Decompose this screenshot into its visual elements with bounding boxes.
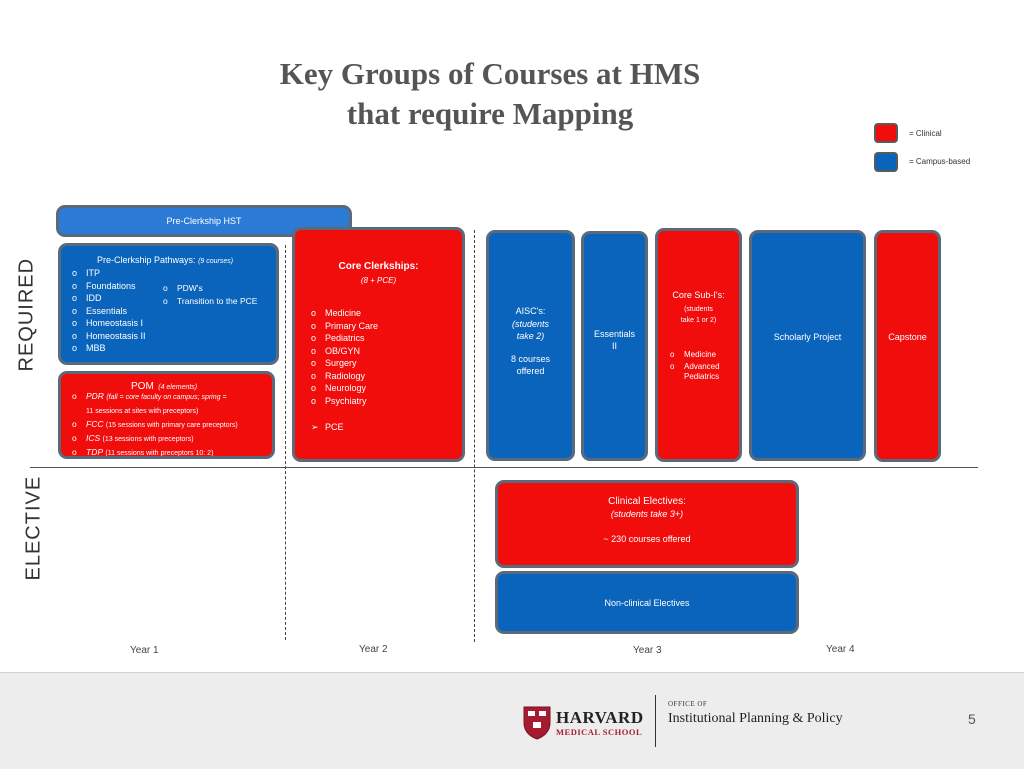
core-sub-i-list <box>670 349 720 372</box>
pathway-item: o Essentials <box>72 305 146 318</box>
pdw-item: o Transition to the PCE <box>163 295 257 308</box>
legend-clinical-swatch <box>874 123 898 143</box>
pdw-item: o PDW's <box>163 282 257 295</box>
sub-i-item-cont: Pediatrics <box>684 372 720 381</box>
title-line-2: that require Mapping <box>346 96 634 131</box>
harvard-wordmark: HARVARD <box>556 708 644 727</box>
pom-item-detail: 11 sessions at sites with preceptors) <box>86 408 199 415</box>
aisc-note: take 2) <box>516 331 545 342</box>
nonclinical-electives-label: Non-clinical Electives <box>604 597 690 608</box>
pce-item: ➢ PCE <box>311 421 344 434</box>
clinical-electives-note: (students take 3+) <box>610 508 684 519</box>
aisc-box <box>486 230 575 461</box>
year1-year2-divider <box>285 245 286 640</box>
core-clerkships-box <box>292 227 465 462</box>
clinical-electives-box <box>495 480 799 568</box>
pathway-item: o Homeostasis I <box>72 317 146 330</box>
legend-campus-label: = Campus-based <box>909 157 971 166</box>
clinical-electives-title: Clinical Electives: <box>608 495 686 507</box>
pom-item-detail: (15 sessions with primary care preceptors) <box>105 422 238 429</box>
year-label: Year 1 <box>130 645 159 656</box>
scholarly-project-box <box>749 230 866 461</box>
pom-item <box>72 418 238 432</box>
pom-item-name: TDP <box>86 447 103 457</box>
core-sub-i-note: (students <box>684 306 713 313</box>
pathway-item: o IDD <box>72 292 146 305</box>
year-label: Year 4 <box>826 644 855 655</box>
pathways-title: Pre-Clerkship Pathways: <box>97 255 196 265</box>
pom-item-detail: (13 sessions with preceptors) <box>102 436 194 443</box>
aisc-count: 8 courses <box>510 353 551 364</box>
slide-title <box>240 54 740 134</box>
year-label: Year 3 <box>633 645 662 656</box>
pom-item <box>72 390 238 418</box>
nonclinical-electives-box <box>495 571 799 634</box>
pre-clerkship-hst-label: Pre-Clerkship HST <box>166 216 242 226</box>
legend-clinical-label: = Clinical <box>909 129 942 138</box>
sub-i-item: o Advanced <box>670 361 720 373</box>
pre-clerkship-pathways-box <box>58 243 279 365</box>
pom-note: (4 elements) <box>158 384 198 391</box>
page-number: 5 <box>968 711 976 727</box>
elective-label: ELECTIVE <box>22 475 45 581</box>
aisc-title: AISC's: <box>515 306 546 317</box>
harvard-shield-icon <box>522 705 552 741</box>
clerkship-item: o Radiology <box>311 370 378 383</box>
pathways-note: (9 courses) <box>198 258 234 265</box>
essentials-ii-label: II <box>611 341 617 351</box>
aisc-count: offered <box>516 366 545 377</box>
clerkship-item: o OB/GYN <box>311 345 378 358</box>
title-line-1: Key Groups of Courses at HMS <box>279 56 701 91</box>
clerkship-item: o Pediatrics <box>311 332 378 345</box>
essentials-ii-box <box>581 231 648 461</box>
clerkship-item: o Psychiatry <box>311 395 378 408</box>
pom-list <box>72 390 238 459</box>
core-clerkships-list <box>311 307 378 407</box>
pom-item <box>72 432 238 446</box>
core-sub-i-box <box>655 228 742 462</box>
year2-year3-divider <box>474 230 475 642</box>
aisc-note: (students <box>511 318 550 329</box>
required-label: REQUIRED <box>15 257 38 372</box>
pom-item-name: PDR <box>86 391 104 401</box>
pom-item-name: ICS <box>86 433 101 443</box>
clerkship-item: o Surgery <box>311 357 378 370</box>
required-elective-divider <box>30 467 978 468</box>
core-clerkships-note: (8 + PCE) <box>360 276 397 285</box>
pce-list <box>311 421 344 434</box>
pathway-item: o Homeostasis II <box>72 330 146 343</box>
core-clerkships-title: Core Clerkships: <box>338 261 419 272</box>
capstone-label: Capstone <box>888 332 927 342</box>
core-sub-i-note: take 1 or 2) <box>680 317 717 324</box>
pathway-item: o MBB <box>72 342 146 355</box>
core-sub-i-title: Core Sub-I's: <box>672 290 725 300</box>
office-of-label: OFFICE OF <box>668 700 708 708</box>
medical-school-wordmark: MEDICAL SCHOOL <box>556 727 643 737</box>
pom-item <box>72 446 238 459</box>
legend-campus-swatch <box>874 152 898 172</box>
pom-box <box>58 371 275 459</box>
clerkship-item: o Medicine <box>311 307 378 320</box>
pathways-list <box>72 267 146 355</box>
clerkship-item: o Primary Care <box>311 320 378 333</box>
clerkship-item: o Neurology <box>311 382 378 395</box>
footer-divider <box>655 695 656 747</box>
clinical-electives-count: ~ 230 courses offered <box>603 533 691 544</box>
scholarly-project-label: Scholarly Project <box>773 331 842 342</box>
pom-item-detail: (11 sessions with preceptors 10: 2) <box>105 450 214 457</box>
office-name: Institutional Planning & Policy <box>668 711 843 726</box>
year-label: Year 2 <box>359 644 388 655</box>
pdw-list <box>163 282 257 307</box>
sub-i-item: o Medicine <box>670 349 720 361</box>
capstone-box <box>874 230 941 462</box>
pom-item-detail: (fall = core faculty on campus; spring = <box>106 394 227 401</box>
essentials-ii-label: Essentials <box>593 329 636 339</box>
pom-title: POM <box>131 381 154 392</box>
footer-bar <box>0 672 1024 769</box>
pom-item-name: FCC <box>86 419 104 429</box>
pathway-item: o ITP <box>72 267 146 280</box>
pathway-item: o Foundations <box>72 280 146 293</box>
